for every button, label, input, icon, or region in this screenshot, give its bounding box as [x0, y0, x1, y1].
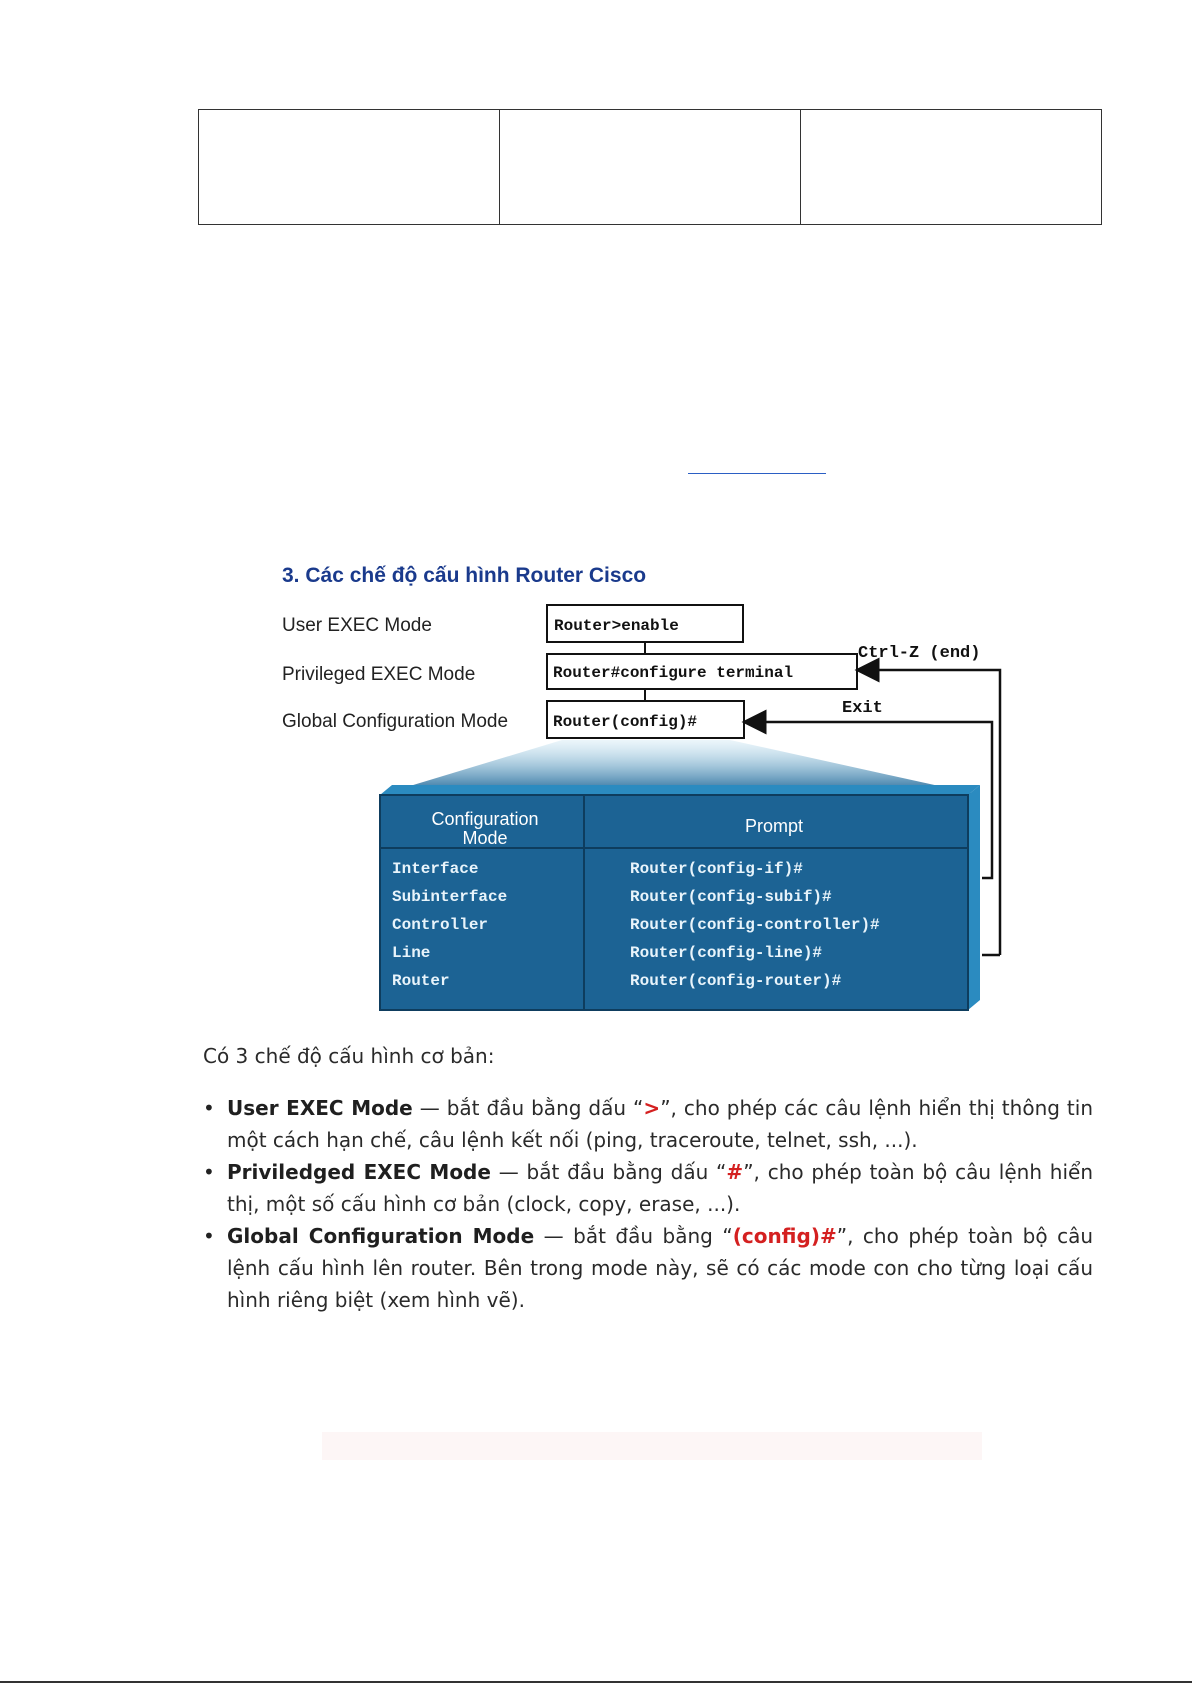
mode-desc-end: ”, cho phép các câu lệnh hiển thị thông tin một cách hạn chế, câu lệnh kết nối (ping, traceroute, telnet, ssh, ...).: [227, 1096, 1094, 1152]
header-configuration: Configuration: [431, 809, 539, 829]
mode-label-global-config: Global Configuration Mode: [282, 711, 509, 732]
mode-desc-end: ”, cho phép toàn bộ câu lệnh cấu hình lên router. Bên trong mode này, sẽ có các mode con cho từng loại cấu hình riêng biệt (xem hình vẽ).: [227, 1224, 1094, 1312]
mode-symbol: (config)#: [732, 1224, 837, 1248]
router-modes-diagram: [270, 550, 1030, 1020]
table-top-face: [380, 785, 980, 795]
row-mode-interface: Interface: [392, 860, 479, 878]
list-item: [227, 1156, 1093, 1220]
table-row: [199, 110, 1102, 225]
mode-symbol: #: [726, 1160, 744, 1184]
hyperlink-underline[interactable]: [688, 473, 826, 474]
page-bottom-rule: [0, 1681, 1192, 1683]
mode-name: Priviledged EXEC Mode: [227, 1160, 491, 1184]
empty-table: [198, 109, 1102, 225]
row-mode-router: Router: [392, 972, 450, 990]
intro-text: Có 3 chế độ cấu hình cơ bản:: [203, 1044, 495, 1068]
row-prompt-controller: Router(config-controller)#: [630, 916, 880, 934]
prompt-enable: Router>enable: [554, 617, 679, 635]
mode-desc-end: ”, cho phép toàn bộ câu lệnh hiển thị, một số cấu hình cơ bản (clock, copy, erase, ...).: [227, 1160, 1094, 1216]
row-mode-subinterface: Subinterface: [392, 888, 508, 906]
table-side-face: [968, 785, 980, 1010]
row-mode-controller: Controller: [392, 916, 489, 934]
mode-symbol: >: [643, 1096, 661, 1120]
prompt-configure-terminal: Router#configure terminal: [553, 664, 794, 682]
mode-desc-start: — bắt đầu bằng “: [534, 1224, 733, 1248]
header-mode: Mode: [462, 828, 508, 848]
mode-description: [203, 1040, 1093, 1316]
list-item: [227, 1220, 1093, 1316]
mode-name: User EXEC Mode: [227, 1096, 413, 1120]
prompt-config: Router(config)#: [553, 713, 698, 731]
row-prompt-subinterface: Router(config-subif)#: [630, 888, 832, 906]
row-mode-line: Line: [392, 944, 431, 962]
mode-name: Global Configuration Mode: [227, 1224, 535, 1248]
diagram-svg: [270, 550, 1030, 1020]
exit-label: Exit: [842, 699, 883, 718]
row-prompt-interface: Router(config-if)#: [630, 860, 803, 878]
mode-list: [203, 1092, 1093, 1316]
mode-desc-start: — bắt đầu bằng dấu “: [412, 1096, 644, 1120]
table-cell: [500, 110, 801, 225]
mode-label-privileged-exec: Privileged EXEC Mode: [282, 664, 476, 685]
mode-label-user-exec: User EXEC Mode: [282, 615, 432, 636]
diagram-title: 3. Các chế độ cấu hình Router Cisco: [282, 564, 647, 587]
row-prompt-line: Router(config-line)#: [630, 944, 823, 962]
highlight-band: [322, 1432, 982, 1460]
header-prompt: Prompt: [744, 816, 804, 836]
table-cell: [801, 110, 1102, 225]
list-item: [227, 1092, 1093, 1156]
ctrl-z-label: Ctrl-Z (end): [858, 644, 981, 663]
row-prompt-router: Router(config-router)#: [630, 972, 842, 990]
table-cell: [199, 110, 500, 225]
mode-desc-start: — bắt đầu bằng dấu “: [490, 1160, 727, 1184]
